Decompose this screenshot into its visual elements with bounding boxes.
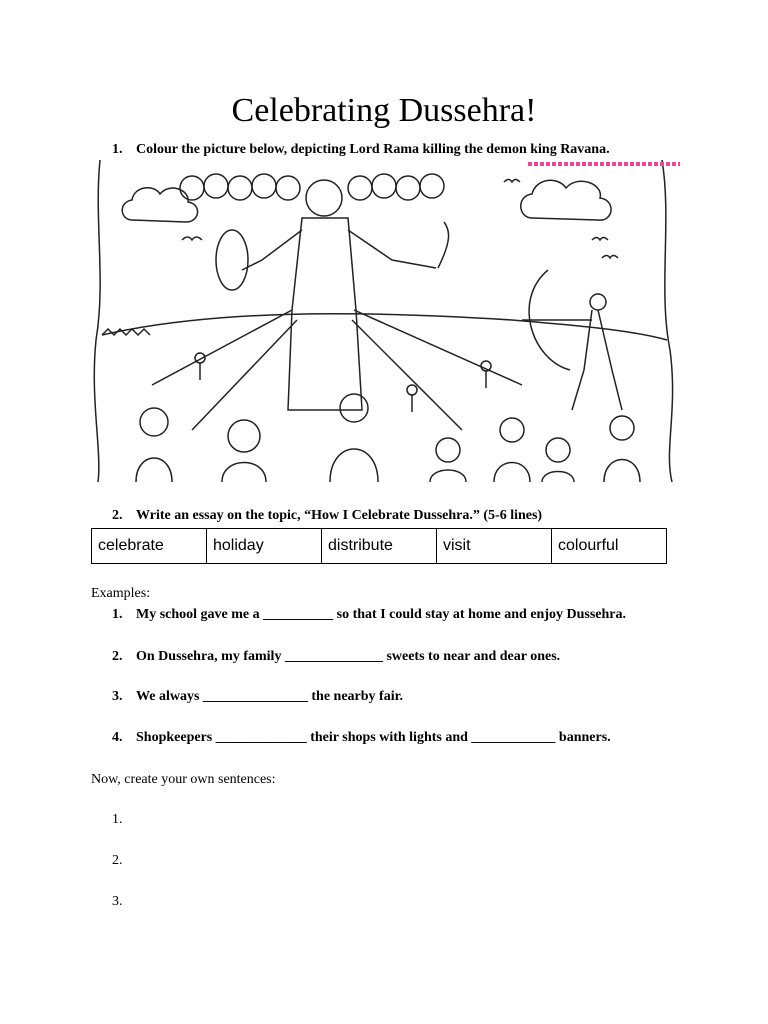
question-1 [112,142,610,158]
own-sentence-number: 3. [112,894,123,909]
question-number: 2. [112,508,123,523]
item-text: We always _______________ the nearby fair. [136,689,404,704]
item-number: 3. [112,689,123,704]
cloud-right [521,180,611,220]
item-text: Shopkeepers _____________ their shops with lights and ____________ banners. [136,730,611,745]
own-sentences-heading: Now, create your own sentences: [91,772,276,787]
word-bank-table [91,528,667,564]
example-item [112,730,611,746]
hill-line [102,314,667,340]
cloud-left [122,188,197,222]
rama [522,270,622,410]
example-item [112,649,560,665]
word-cell: distribute [322,529,437,564]
item-text: On Dussehra, my family ______________ sweets to near and dear ones. [136,649,561,664]
word-cell: colourful [552,529,667,564]
example-item [112,689,403,705]
item-text: My school gave me a __________ so that I could stay at home and enjoy Dussehra. [136,607,626,622]
question-text: Write an essay on the topic, “How I Celebrate Dussehra.” (5-6 lines) [136,508,543,523]
question-2 [112,508,542,524]
word-cell: visit [437,529,552,564]
left-border [94,160,100,482]
ravana-heads [180,174,444,216]
item-number: 2. [112,649,123,664]
sword [438,222,449,268]
ravana-rama-illustration [92,160,680,482]
word-cell: celebrate [92,529,207,564]
right-border [662,160,673,482]
shield [216,230,248,290]
page-title: Celebrating Dussehra! [231,92,537,129]
item-number: 4. [112,730,123,745]
own-sentence-number: 2. [112,853,123,868]
examples-heading: Examples: [91,586,151,601]
question-text: Colour the picture below, depicting Lord Rama killing the demon king Ravana. [136,142,610,157]
own-sentence-number: 1. [112,812,123,827]
word-cell: holiday [207,529,322,564]
item-number: 1. [112,607,123,622]
word-bank-row [92,529,667,564]
example-item [112,607,626,623]
question-number: 1. [112,142,123,157]
spectators [136,394,640,482]
